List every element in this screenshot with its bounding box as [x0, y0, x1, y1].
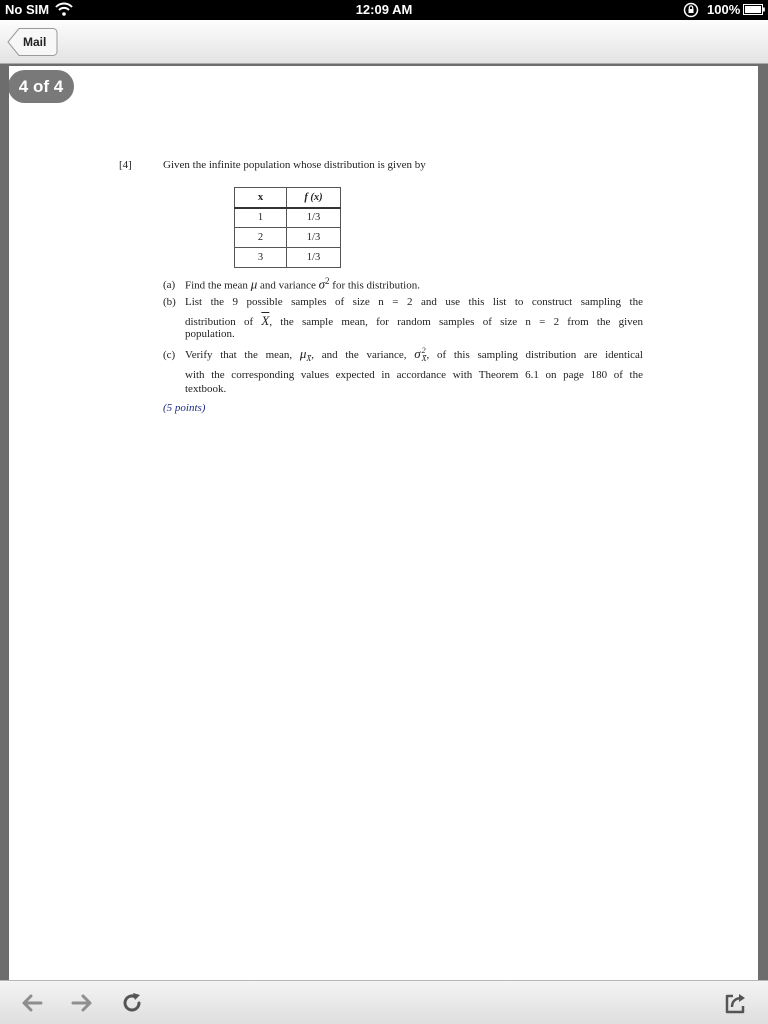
table-cell-x: 3	[235, 248, 287, 268]
part-b-line-1: List the 9 possible samples of size n = 2 and use this list to construct sampling the	[185, 296, 643, 308]
part-a-text-3: for this distribution.	[332, 279, 420, 292]
part-a-label: (a)	[163, 279, 176, 291]
question-intro: Given the infinite population whose distribution is given by	[163, 159, 426, 171]
question-number: [4]	[119, 159, 132, 171]
sigma-symbol: σ	[414, 346, 421, 361]
navigation-bar	[0, 20, 768, 64]
part-c-line-3: textbook.	[185, 383, 227, 395]
table-cell-fx: 1/3	[287, 228, 341, 248]
sigma-exponent: 2	[325, 276, 330, 286]
mu-subscript: X̄	[306, 354, 312, 364]
table-row	[235, 228, 341, 248]
part-c-line-2: with the corresponding values expected in accordance with Theorem 6.1 on page 180 of the	[185, 369, 643, 381]
table-cell-x: 1	[235, 208, 287, 228]
battery-percent: 100%	[707, 2, 741, 17]
part-c-text-1: Verify that the mean,	[185, 349, 293, 361]
back-to-mail-button[interactable]	[7, 27, 58, 57]
part-c-text-3: , of this sampling distribution are identical	[426, 349, 643, 361]
part-c-text-2: , and the variance,	[311, 349, 407, 361]
table-cell-fx: 1/3	[287, 208, 341, 228]
reload-icon[interactable]	[120, 991, 144, 1015]
table-cell-fx: 1/3	[287, 248, 341, 268]
part-a-text	[185, 276, 643, 293]
part-c-label: (c)	[163, 349, 176, 361]
table-header-fx: f (x)	[287, 188, 341, 208]
part-a-text-2: and variance	[259, 279, 316, 292]
bottom-toolbar	[0, 980, 768, 1024]
page-indicator: 4 of 4	[8, 70, 74, 103]
carrier-label: No SIM	[5, 2, 50, 17]
part-a-text-1: Find the mean	[185, 279, 248, 292]
part-b-line-3: population.	[185, 328, 235, 340]
part-b-text-1: distribution of	[185, 316, 254, 328]
points-label: (5 points)	[163, 402, 206, 414]
document-page[interactable]	[9, 66, 758, 980]
table-row	[235, 208, 341, 228]
table-header-x: x	[235, 188, 287, 208]
arrow-right-icon[interactable]	[70, 991, 94, 1015]
mu-symbol: μ	[250, 276, 258, 292]
sigma-symbol: σ	[318, 276, 326, 292]
arrow-left-icon[interactable]	[20, 991, 44, 1015]
back-button-label: Mail	[23, 35, 47, 49]
sigma-subscript: X̄	[421, 354, 427, 364]
part-c-line-1	[185, 346, 643, 363]
table-cell-x: 2	[235, 228, 287, 248]
part-b-line-2	[185, 313, 643, 329]
sigma-exponent: 2	[421, 346, 426, 356]
share-icon[interactable]	[724, 991, 748, 1015]
distribution-table	[234, 187, 341, 268]
status-time: 12:09 AM	[355, 2, 413, 17]
part-b-text-2: , the sample mean, for random samples of size n = 2 from the given	[269, 316, 644, 328]
xbar-symbol: $\overline{X}$	[261, 313, 270, 328]
part-b-label: (b)	[163, 296, 176, 308]
battery-icon	[743, 4, 765, 15]
mu-symbol: μ	[299, 346, 307, 361]
status-bar	[0, 0, 768, 20]
table-row	[235, 248, 341, 268]
rotation-lock-icon	[683, 2, 699, 18]
table-header-row	[235, 188, 341, 208]
